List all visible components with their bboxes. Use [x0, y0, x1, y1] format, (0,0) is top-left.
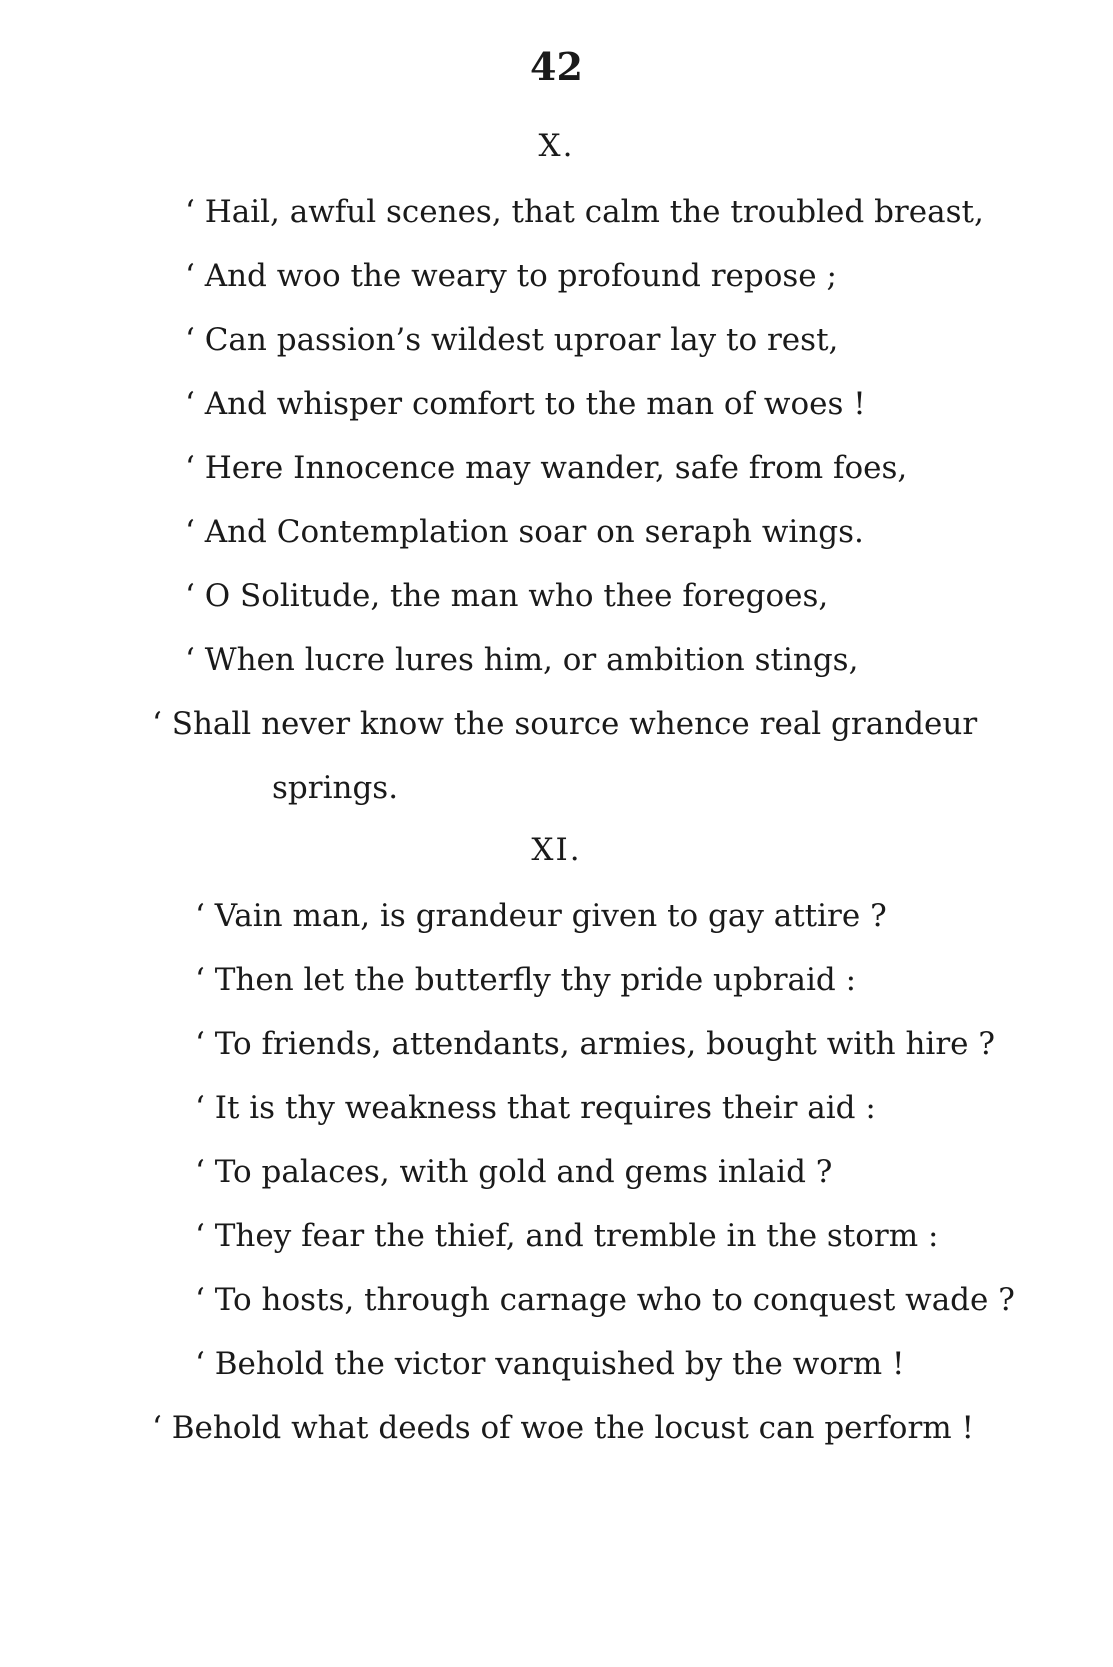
verse-line: ‘ Here Innocence may wander, safe from foes,	[185, 450, 908, 486]
verse-line: ‘ To hosts, through carnage who to conquest wade ?	[195, 1282, 1015, 1318]
page-number: 42	[530, 44, 583, 89]
verse-line: ‘ Then let the butterfly thy pride upbraid :	[195, 962, 857, 998]
verse-line-alexandrine: ‘ Shall never know the source whence real grandeur	[152, 706, 978, 742]
verse-line: ‘ To friends, attendants, armies, bought with hire ?	[195, 1026, 995, 1062]
verse-line: ‘ When lucre lures him, or ambition stings,	[185, 642, 859, 678]
verse-line: ‘ And whisper comfort to the man of woes !	[185, 386, 866, 422]
verse-line: ‘ Can passion’s wildest uproar lay to rest,	[185, 322, 839, 358]
verse-line: ‘ They fear the thief, and tremble in the storm :	[195, 1218, 939, 1254]
verse-line-continuation: springs.	[272, 770, 399, 806]
verse-line: ‘ Vain man, is grandeur given to gay attire ?	[195, 898, 887, 934]
verse-line-alexandrine: ‘ Behold what deeds of woe the locust can perform !	[152, 1410, 974, 1446]
verse-line: ‘ Behold the victor vanquished by the worm !	[195, 1346, 905, 1382]
stanza-heading-xi: XI.	[531, 832, 582, 868]
stanza-heading-x: X.	[538, 128, 575, 164]
verse-line: ‘ And woo the weary to profound repose ;	[185, 258, 837, 294]
verse-line: ‘ To palaces, with gold and gems inlaid ?	[195, 1154, 833, 1190]
verse-line: ‘ O Solitude, the man who thee foregoes,	[185, 578, 829, 614]
verse-line: ‘ And Contemplation soar on seraph wings.	[185, 514, 864, 550]
verse-line: ‘ Hail, awful scenes, that calm the troubled breast,	[185, 194, 984, 230]
verse-line: ‘ It is thy weakness that requires their aid :	[195, 1090, 876, 1126]
